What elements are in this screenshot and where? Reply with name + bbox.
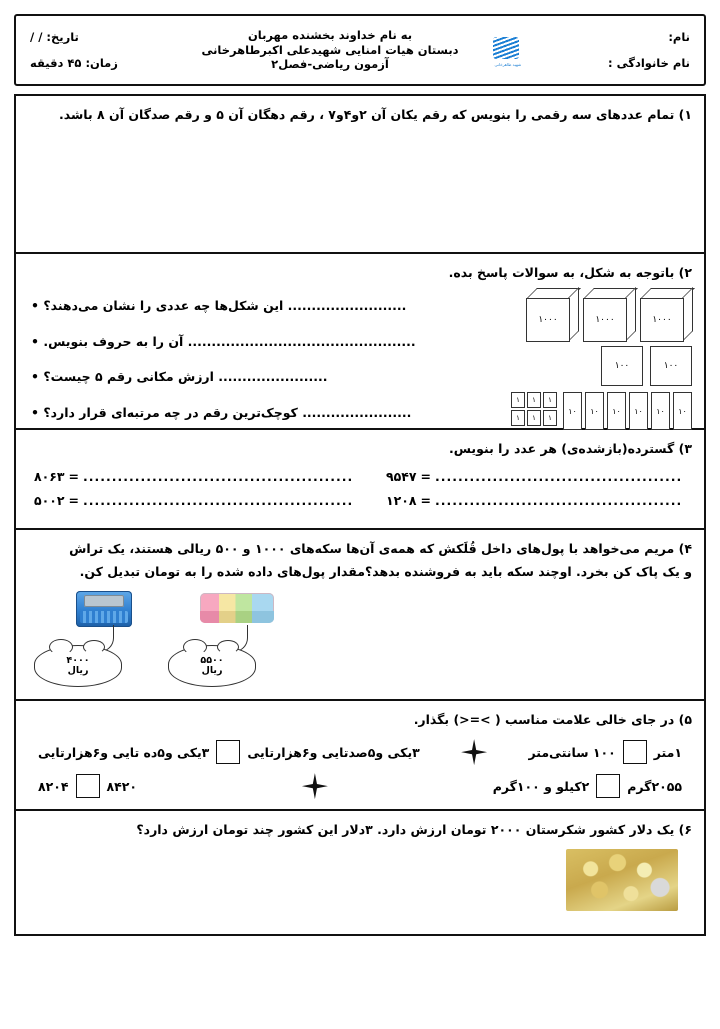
school-logo xyxy=(493,37,522,67)
comparison-right-2 xyxy=(38,774,137,798)
ten-rod-icon: ۱۰ xyxy=(585,392,604,430)
left-operand: ۱۰۰ سانتی‌متر xyxy=(528,744,616,760)
right-operand: ۱متر xyxy=(653,744,682,760)
answer-dots: ............................................... xyxy=(83,469,354,485)
base-ten-blocks xyxy=(492,284,692,430)
left-operand: ۳یکی و۵ده تایی و۶هزارتایی xyxy=(38,744,210,760)
comparison-answer-box[interactable] xyxy=(623,740,647,764)
question-3 xyxy=(14,430,706,530)
question-3-row xyxy=(28,469,692,484)
question-2-bullet-4 xyxy=(28,405,482,420)
question-4-line-1: ۴) مریم می‌خواهد با پول‌های داخل قُلَکش که همه‌ی آن‌ها سکه‌های ۱۰۰۰ و ۵۰۰ ریالی هستند، یک تراش xyxy=(69,541,692,556)
thousand-cube-icon xyxy=(526,288,578,340)
ten-rod-icon: ۱۰ xyxy=(629,392,648,430)
question-3-row xyxy=(28,493,692,508)
price-currency: ریال xyxy=(67,665,89,677)
unit-cubes-grid xyxy=(511,392,557,426)
question-5 xyxy=(14,701,706,811)
time-label: زمان: ۴۵ دقیقه xyxy=(30,56,118,70)
ten-rod-icon: ۱۰ xyxy=(673,392,692,430)
question-4 xyxy=(14,530,706,701)
answer-dots: ......................... xyxy=(287,298,407,314)
bullet-dot-icon: • xyxy=(31,333,39,349)
eraser-price-tag xyxy=(168,645,256,687)
unit-cube-icon: ۱ xyxy=(543,410,557,426)
bullet-dot-icon: • xyxy=(31,298,39,314)
eraser-item xyxy=(162,589,282,685)
number-value: ۹۵۴۷ xyxy=(386,469,417,485)
question-3-text: ۳) گسترده(بازشده‌ی) هر عدد را بنویس. xyxy=(449,441,692,456)
question-2-bullet-1 xyxy=(28,298,482,313)
block-label: ۱۰۰۰ xyxy=(640,298,684,342)
thousand-cube-icon xyxy=(640,288,692,340)
comparison-left-1 xyxy=(528,740,682,764)
eraser-icon xyxy=(200,593,274,623)
price-value: ۵۵۰۰ xyxy=(200,654,224,666)
question-1-text: ۱) تمام عددهای سه رقمی را بنویس که رقم یکان آن ۲و۴و۷ ، رقم دهگان آن ۵ و رقم صدگان آن ۸ باشد. xyxy=(59,107,692,122)
unit-cube-icon: ۱ xyxy=(527,392,541,408)
exam-header xyxy=(14,14,706,86)
expanded-form-item: ۸۰۶۳ = ............................................... xyxy=(34,469,354,485)
student-fields xyxy=(544,20,694,80)
hundred-flat-icon: ۱۰۰ xyxy=(601,346,643,386)
right-operand: ۳یکی و۵صدتایی و۶هزارتایی xyxy=(247,744,420,760)
unit-cube-icon: ۱ xyxy=(511,392,525,408)
unit-cube-icon: ۱ xyxy=(511,410,525,426)
question-2-bullets xyxy=(28,284,482,430)
number-value: ۱۲۰۸ xyxy=(386,493,417,509)
sharpener-item xyxy=(28,589,148,685)
question-2 xyxy=(14,254,706,430)
hundred-flat-icon: ۱۰۰ xyxy=(650,346,692,386)
bullet-text: این شکل‌ها چه عددی را نشان می‌دهند؟ xyxy=(43,298,284,314)
expanded-form-item: ۵۰۰۲ = ............................................... xyxy=(34,493,354,509)
bullet-dot-icon: • xyxy=(31,369,39,385)
answer-dots: ........................................... xyxy=(435,493,683,509)
ten-rod-icon: ۱۰ xyxy=(651,392,670,430)
question-2-text: ۲) باتوجه به شکل، به سوالات پاسخ بده. xyxy=(448,265,692,280)
sharpener-icon xyxy=(76,591,132,627)
ten-rod-icon: ۱۰ xyxy=(607,392,626,430)
school-name: دبستان هیات امنایی شهیدعلی اکبرطاهرخانی xyxy=(201,42,459,57)
comparison-left-2 xyxy=(493,774,682,798)
answer-dots: ............................................... xyxy=(83,493,354,509)
answer-dots: ................................................ xyxy=(187,333,416,349)
answer-dots: ....................... xyxy=(302,404,412,420)
comparison-right-1 xyxy=(38,740,420,764)
question-2-bullet-3 xyxy=(28,369,482,384)
bullet-text: کوچک‌ترین رقم در چه مرتبه‌ای قرار دارد؟ xyxy=(43,404,298,420)
price-currency: ریال xyxy=(201,665,223,677)
question-5-row-2 xyxy=(28,773,692,799)
exam-meta xyxy=(26,20,176,80)
sharpener-price-tag xyxy=(34,645,122,687)
hundred-flats-row xyxy=(601,346,692,386)
left-operand: ۲کیلو و ۱۰۰گرم xyxy=(492,778,590,794)
number-value: ۸۰۶۳ xyxy=(34,469,65,485)
question-6 xyxy=(14,811,706,936)
question-4-line-2: و یک پاک کن بخرد. اوچند سکه باید به فروشنده بدهد؟مقدار پول‌های داده شده را به تومان تبدیل کن. xyxy=(79,564,692,580)
right-operand: ۸۴۲۰ xyxy=(106,778,138,794)
comparison-answer-box[interactable] xyxy=(76,774,100,798)
header-center xyxy=(176,20,544,80)
date-label: تاریخ: / / xyxy=(30,30,79,44)
family-name-label: نام خانوادگی : xyxy=(608,56,690,70)
ten-rod-icon: ۱۰ xyxy=(563,392,582,430)
tens-and-ones-row xyxy=(511,392,692,430)
expanded-form-item: ۹۵۴۷ = ........................................... xyxy=(386,469,683,485)
unit-cube-icon: ۱ xyxy=(543,392,557,408)
thousand-cube-icon xyxy=(583,288,635,340)
expanded-form-item: ۱۲۰۸ = ........................................... xyxy=(386,493,683,509)
exam-title: آزمون ریاضی-فصل۲ xyxy=(271,57,389,72)
thousand-cubes-row xyxy=(526,288,692,340)
name-label: نام: xyxy=(668,30,690,44)
bismillah-line: به نام خداوند بخشنده مهربان xyxy=(247,28,413,43)
star-divider-icon xyxy=(461,739,487,765)
star-divider-icon xyxy=(302,773,328,799)
gold-coins-image xyxy=(566,849,678,911)
question-5-row-1 xyxy=(28,739,692,765)
block-label: ۱۰۰۰ xyxy=(526,298,570,342)
block-label: ۱۰۰۰ xyxy=(583,298,627,342)
unit-cube-icon: ۱ xyxy=(527,410,541,426)
bullet-text: آن را به حروف بنویس. xyxy=(43,333,184,349)
bullet-dot-icon: • xyxy=(31,404,39,420)
answer-dots: ....................... xyxy=(218,369,328,385)
question-6-text: ۶) یک دلار کشور شکرستان ۲۰۰۰ تومان ارزش دارد. ۳دلار این کشور چند تومان ارزش دارد؟ xyxy=(136,822,692,837)
right-operand: ۲۰۵۵گرم xyxy=(627,778,682,794)
comparison-answer-box[interactable] xyxy=(216,740,240,764)
question-2-bullet-2 xyxy=(28,334,482,349)
school-logo-caption: شهید طاهرخانی xyxy=(494,62,522,67)
bullet-text: ارزش مکانی رقم ۵ چیست؟ xyxy=(43,369,214,385)
question-5-text: ۵) در جای خالی علامت مناسب ( >=<) بگذار. xyxy=(413,712,692,727)
question-1 xyxy=(14,94,706,254)
comparison-answer-box[interactable] xyxy=(596,774,620,798)
number-value: ۵۰۰۲ xyxy=(34,493,65,509)
answer-dots: ........................................... xyxy=(435,469,683,485)
left-operand: ۸۲۰۴ xyxy=(38,778,69,794)
price-value: ۴۰۰۰ xyxy=(66,654,90,666)
